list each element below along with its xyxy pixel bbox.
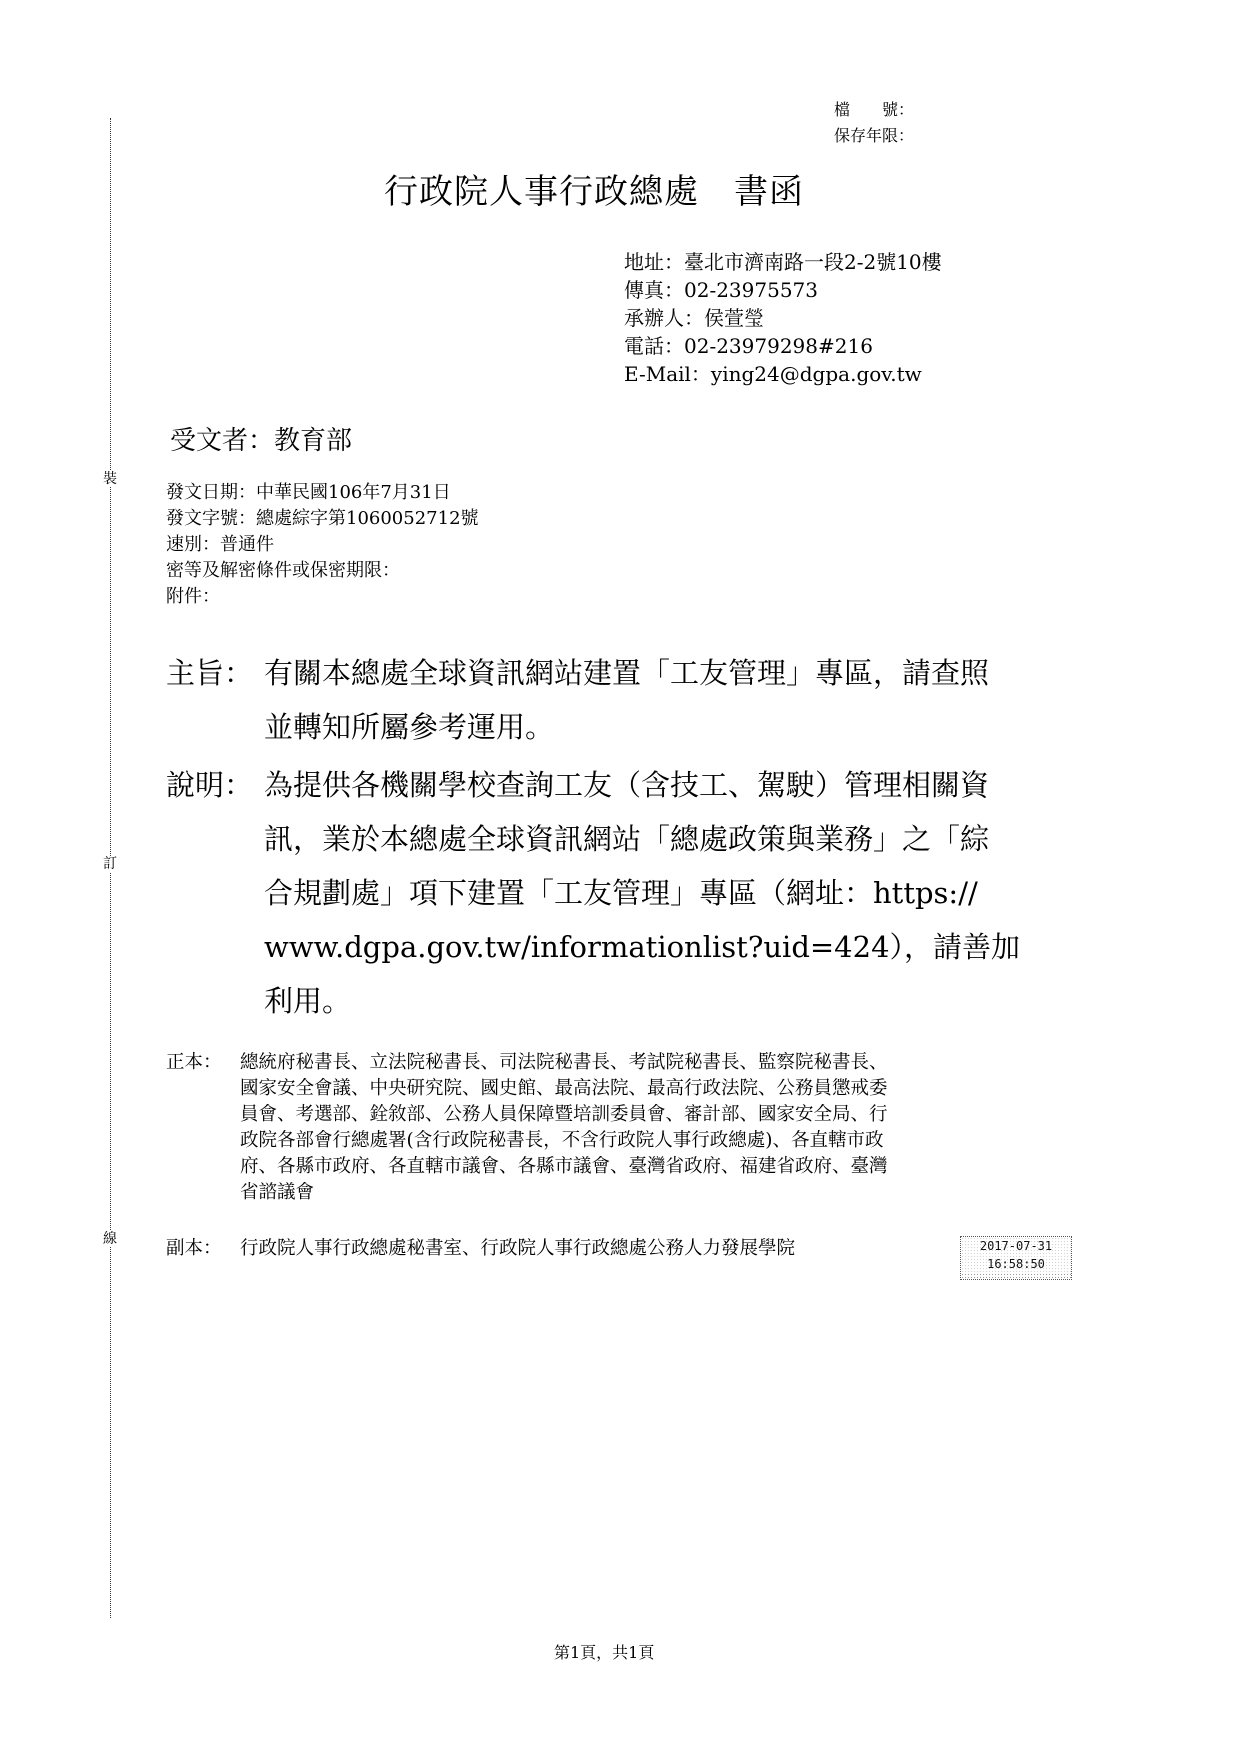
contact-address: 地址：臺北市濟南路一段2-2號10樓: [624, 250, 942, 274]
binding-mark-middle: 訂: [98, 856, 122, 872]
stamp-time: 16:58:50: [961, 1255, 1071, 1273]
issue-date: 發文日期：中華民國106年7月31日: [166, 482, 451, 503]
timestamp-stamp: [960, 1236, 1072, 1280]
original-recipients-line: 政院各部會行總處署(含行政院秘書長，不含行政院人事行政總處)、各直轄市政: [240, 1130, 884, 1151]
contact-fax: 傳真：02-23975573: [624, 278, 819, 302]
explanation-line-2: 訊，業於本總處全球資訊網站「總處政策與業務」之「綜: [264, 822, 990, 856]
file-number-label: 檔 號：: [834, 100, 915, 119]
explanation-line-3: 合規劃處」項下建置「工友管理」專區（網址：https://: [264, 876, 978, 910]
subject-line-2: 並轉知所屬參考運用。: [264, 710, 555, 744]
explanation-label: 說明：: [166, 768, 254, 802]
subject-line-1: 有關本總處全球資訊網站建置「工友管理」專區，請查照: [264, 656, 990, 690]
copy-recipients: 行政院人事行政總處秘書室、行政院人事行政總處公務人力發展學院: [240, 1238, 796, 1259]
original-recipients: [240, 1050, 888, 1206]
explanation-line-5: 利用。: [264, 984, 352, 1018]
delivery-speed: 速別：普通件: [166, 534, 274, 555]
secrecy-level: 密等及解密條件或保密期限：: [166, 560, 400, 581]
retention-period-label: 保存年限：: [834, 126, 915, 145]
binding-mark-bottom: 線: [98, 1231, 122, 1247]
contact-email: E-Mail：ying24@dgpa.gov.tw: [624, 362, 922, 386]
original-recipients-line: 總統府秘書長、立法院秘書長、司法院秘書長、考試院秘書長、監察院秘書長、: [240, 1052, 888, 1073]
contact-phone: 電話：02-23979298#216: [624, 334, 873, 358]
copy-recipients-label: 副本：: [166, 1238, 222, 1259]
explanation-line-1: 為提供各機關學校查詢工友（含技工、駕駛）管理相關資: [264, 768, 990, 802]
recipient: 受文者：教育部: [170, 426, 353, 456]
original-recipients-line: 員會、考選部、銓敘部、公務人員保障暨培訓委員會、審計部、國家安全局、行: [240, 1104, 888, 1125]
explanation-line-4: www.dgpa.gov.tw/informationlist?uid=424），請善加: [264, 930, 1021, 964]
original-recipients-label: 正本：: [166, 1052, 222, 1073]
original-recipients-line: 省諮議會: [240, 1182, 315, 1203]
page-number: 第1頁，共1頁: [554, 1643, 655, 1662]
original-recipients-line: 府、各縣市政府、各直轄市議會、各縣市議會、臺灣省政府、福建省政府、臺灣: [240, 1156, 888, 1177]
subject-label: 主旨：: [166, 656, 254, 690]
document-title: 行政院人事行政總處 書函: [384, 172, 804, 212]
stamp-date: 2017-07-31: [961, 1237, 1071, 1255]
contact-block: [624, 248, 942, 388]
attachment: 附件：: [166, 586, 220, 607]
binding-mark-top: 裝: [98, 471, 122, 487]
meta-block: [166, 480, 479, 610]
contact-officer: 承辦人：侯萱瑩: [624, 306, 764, 330]
document-number: 發文字號：總處綜字第1060052712號: [166, 508, 479, 529]
original-recipients-line: 國家安全會議、中央研究院、國史館、最高法院、最高行政法院、公務員懲戒委: [240, 1078, 888, 1099]
